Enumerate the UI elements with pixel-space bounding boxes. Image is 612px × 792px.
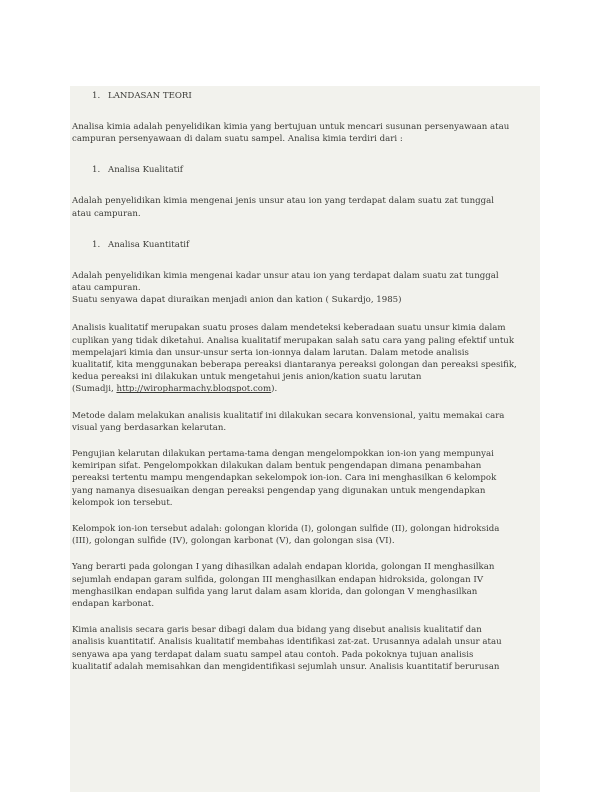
citation-suffix: ).: [271, 384, 278, 395]
text-line: cuplikan yang tidak diketahui. Analisa kualitatif merupakan salah satu cara yang paling efektif untuk: [72, 335, 515, 346]
citation-line: [72, 383, 540, 395]
text-line: pereaksi tertentu mampu mengendapkan sekelompok ion-ion. Cara ini menghasilkan 6 kelompok: [72, 473, 497, 484]
text-line: Kimia analisis secara garis besar dibagi dalam dua bidang yang disebut analisis kualitatif dan: [72, 625, 482, 636]
document-body: [70, 86, 540, 673]
section-title: Analisa Kualitatif: [108, 165, 183, 176]
text-line: kualitatif, kita menggunakan beberapa pereaksi diantaranya pereaksi golongan dan pereaksi spesifik,: [72, 360, 517, 371]
text-line: kemiripan sifat. Pengelompokkan dilakukan dalam bentuk pengendapan dimana penambahan: [72, 461, 482, 472]
section-number: 1.: [92, 239, 101, 250]
text-line: visual yang berdasarkan kelarutan.: [72, 422, 227, 433]
text-line: Pengujian kelarutan dilakukan pertama-tama dengan mengelompokkan ion-ion yang mempunyai: [72, 449, 494, 460]
paragraph-golongan: [72, 561, 540, 610]
text-line: yang namanya disesuaikan dengan pereaksi pengendap yang digunakan untuk mengendapkan: [72, 485, 486, 496]
text-line: campuran persenyawaan di dalam suatu sampel. Analisa kimia terdiri dari :: [72, 134, 403, 145]
text-line: mempelajari kimia dan unsur-unsur serta ion-ionnya dalam larutan. Dalam metode analisis: [72, 347, 469, 358]
text-line: Analisis kualitatif merupakan suatu proses dalam mendeteksi keberadaan suatu unsur kimia dalam: [72, 323, 506, 334]
citation-prefix: (Sumadji,: [72, 384, 117, 395]
text-line: senyawa apa yang terdapat dalam suatu sampel atau contoh. Pada pokoknya tujuan analisis: [72, 649, 474, 660]
paragraph-metode: [72, 410, 540, 434]
text-line: kelompok ion tersebut.: [72, 497, 173, 508]
text-line: (III), golongan sulfide (IV), golongan karbonat (V), dan golongan sisa (VI).: [72, 536, 395, 547]
paragraph-kimia-analisis: [72, 624, 540, 673]
paragraph-kelompok-ion: [72, 523, 540, 547]
text-line: Adalah penyelidikan kimia mengenai kadar unsur atau ion yang terdapat dalam suatu zat tunggal: [72, 270, 499, 281]
text-line: Suatu senyawa dapat diuraikan menjadi anion dan kation ( Sukardjo, 1985): [72, 295, 402, 306]
text-line: endapan karbonat.: [72, 599, 155, 610]
text-line: Adalah penyelidikan kimia mengenai jenis unsur atau ion yang terdapat dalam suatu zat tunggal: [72, 196, 494, 207]
text-line: Kelompok ion-ion tersebut adalah: golongan klorida (I), golongan sulfide (II), golongan hidroksida: [72, 524, 500, 535]
text-line: sejumlah endapan garam sulfida, golongan III menghasilkan endapan hidroksida, golongan IV: [72, 574, 484, 585]
paragraph-pengujian-kelarutan: [72, 448, 540, 509]
document-content: [70, 86, 540, 792]
text-line: kualitatif adalah memisahkan dan mengidentifikasi sejumlah unsur. Analisis kuantitatif berurusan: [72, 661, 500, 672]
text-line: Yang berarti pada golongan I yang dihasilkan adalah endapan klorida, golongan II menghasilkan: [72, 562, 495, 573]
source-link[interactable]: http://wiropharmachy.blogspot.com: [116, 384, 272, 395]
section-number: 1.: [92, 91, 101, 101]
section-title: LANDASAN TEORI: [108, 91, 192, 101]
text-line: kedua pereaksi ini dilakukan untuk mengetahui jenis anion/kation suatu larutan: [72, 372, 422, 383]
section-number: 1.: [92, 165, 101, 176]
text-line: atau campuran.: [72, 208, 141, 219]
paragraph-intro: [72, 121, 540, 145]
text-line: atau campuran.: [72, 283, 141, 294]
text-line: Analisa kimia adalah penyelidikan kimia yang bertujuan untuk mencari susunan persenyawaan atau: [72, 122, 510, 132]
section-heading-analisa-kualitatif: [72, 164, 540, 176]
paragraph-analisis-kualitatif: [72, 322, 540, 395]
section-heading-landasan-teori: [72, 90, 540, 102]
text-line: analisis kuantitatif. Analisis kualitatif membahas identifikasi zat-zat. Urusannya adalah unsur atau: [72, 637, 502, 648]
paragraph-kuantitatif-definition: [72, 270, 540, 307]
section-title: Analisa Kuantitatif: [108, 239, 190, 250]
text-line: Metode dalam melakukan analisis kualitatif ini dilakukan secara konvensional, yaitu memakai cara: [72, 410, 505, 421]
paragraph-kualitatif-definition: [72, 195, 540, 219]
text-line: menghasilkan endapan sulfida yang larut dalam asam klorida, dan golongan V menghasilkan: [72, 586, 478, 597]
section-heading-analisa-kuantitatif: [72, 239, 540, 251]
